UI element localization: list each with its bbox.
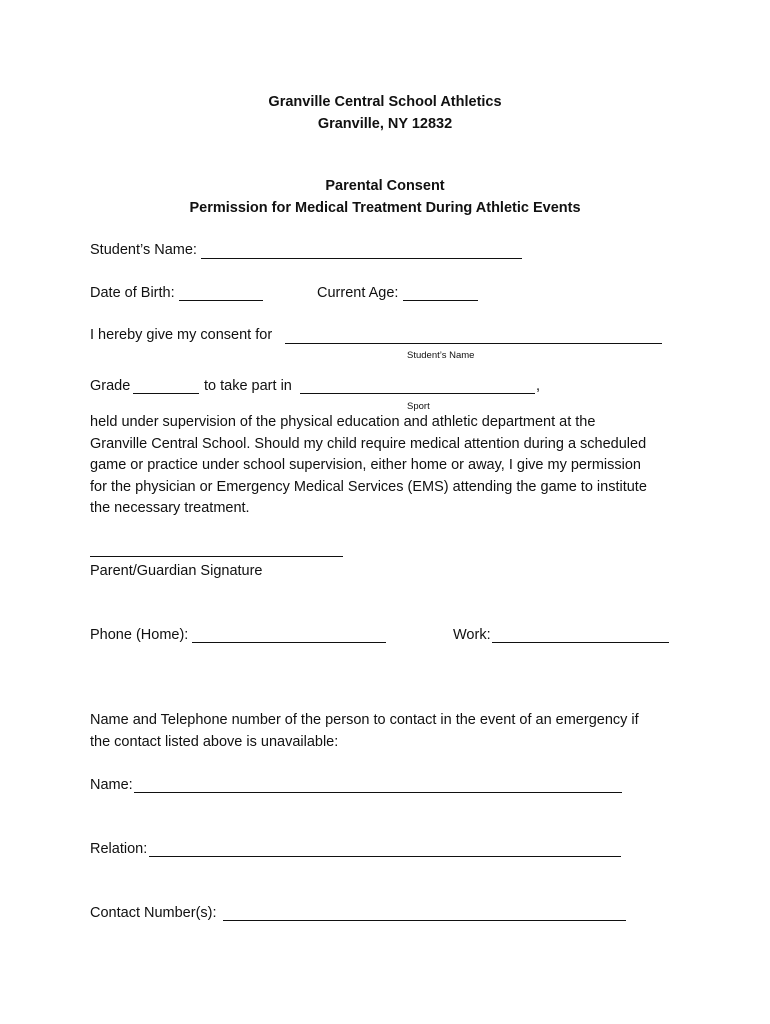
- grade-field[interactable]: [133, 393, 199, 394]
- student-name-label: Student’s Name:: [90, 242, 197, 258]
- consent-paragraph: [90, 412, 690, 520]
- contact-number-field[interactable]: [223, 920, 626, 921]
- paragraph-line: the necessary treatment.: [90, 500, 250, 516]
- relation-field[interactable]: [149, 856, 621, 857]
- sport-field[interactable]: [300, 393, 535, 394]
- form-subtitle: Permission for Medical Treatment During Athletic Events: [189, 200, 581, 216]
- paragraph-line: held under supervision of the physical education and athletic department at the: [90, 414, 596, 430]
- consent-student-field[interactable]: [285, 343, 662, 344]
- signature-field[interactable]: [90, 556, 343, 557]
- paragraph-line: Granville Central School. Should my child require medical attention during a scheduled: [90, 435, 647, 452]
- emergency-name-field[interactable]: [134, 792, 622, 793]
- grade-label: Grade: [90, 378, 131, 394]
- sport-comma: ,: [536, 378, 541, 394]
- dob-field[interactable]: [179, 300, 263, 301]
- sport-caption: Sport: [407, 401, 430, 412]
- school-name: Granville Central School Athletics: [268, 94, 502, 110]
- phone-home-label: Phone (Home):: [90, 627, 189, 643]
- form-title: Parental Consent: [325, 178, 445, 194]
- paragraph-line: game or practice under school supervision, either home or away, I give my permission: [90, 457, 641, 473]
- relation-label: Relation:: [90, 841, 148, 857]
- age-field[interactable]: [403, 300, 478, 301]
- signature-label: Parent/Guardian Signature: [90, 563, 263, 579]
- phone-work-field[interactable]: [492, 642, 669, 643]
- emergency-intro-line2: the contact listed above is unavailable:: [90, 734, 339, 750]
- emergency-intro-line1: Name and Telephone number of the person to contact in the event of an emergency if: [90, 712, 639, 728]
- student-name-field[interactable]: [201, 258, 522, 259]
- dob-label: Date of Birth:: [90, 285, 175, 301]
- age-label: Current Age:: [317, 285, 399, 301]
- consent-label: I hereby give my consent for: [90, 327, 273, 343]
- student-name-caption: Student’s Name: [407, 350, 475, 361]
- phone-work-label: Work:: [453, 627, 491, 643]
- school-address: Granville, NY 12832: [317, 116, 453, 132]
- phone-home-field[interactable]: [192, 642, 386, 643]
- take-part-label: to take part in: [204, 378, 292, 394]
- emergency-name-label: Name:: [90, 777, 133, 793]
- contact-number-label: Contact Number(s):: [90, 905, 217, 921]
- paragraph-line: for the physician or Emergency Medical Services (EMS) attending the game to institute: [90, 478, 647, 495]
